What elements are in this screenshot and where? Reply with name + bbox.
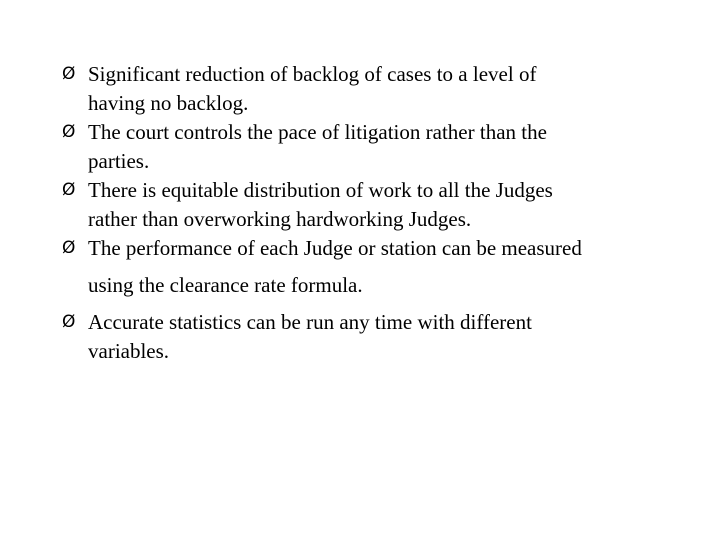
bullet-item [62,60,662,118]
bullet-text-line: using the clearance rate formula. [88,273,363,297]
bullet-text-line: Significant reduction of backlog of cases to a level of [88,62,537,86]
bullet-text-line: There is equitable distribution of work to all the Judges [88,178,553,202]
bullet-text-line: parties. [88,149,150,173]
arrow-bullet-icon: Ø [62,312,76,332]
bullet-text-line: The court controls the pace of litigation rather than the [88,120,547,144]
bullet-text-line: Accurate statistics can be run any time with different [88,310,532,334]
bullet-text-line: variables. [88,339,170,363]
bullet-text-line: The performance of each Judge or station can be measured [88,236,582,260]
bullet-text-line: having no backlog. [88,91,249,115]
arrow-bullet-icon: Ø [62,122,76,142]
arrow-bullet-icon: Ø [62,64,76,84]
arrow-bullet-icon: Ø [62,238,76,258]
bullet-item [62,118,662,176]
bullet-item [62,176,662,234]
bullet-item [62,234,662,300]
bullet-item [62,308,662,366]
arrow-bullet-icon: Ø [62,180,76,200]
bullet-list [62,60,662,366]
bullet-text-line: rather than overworking hardworking Judges. [88,207,472,231]
